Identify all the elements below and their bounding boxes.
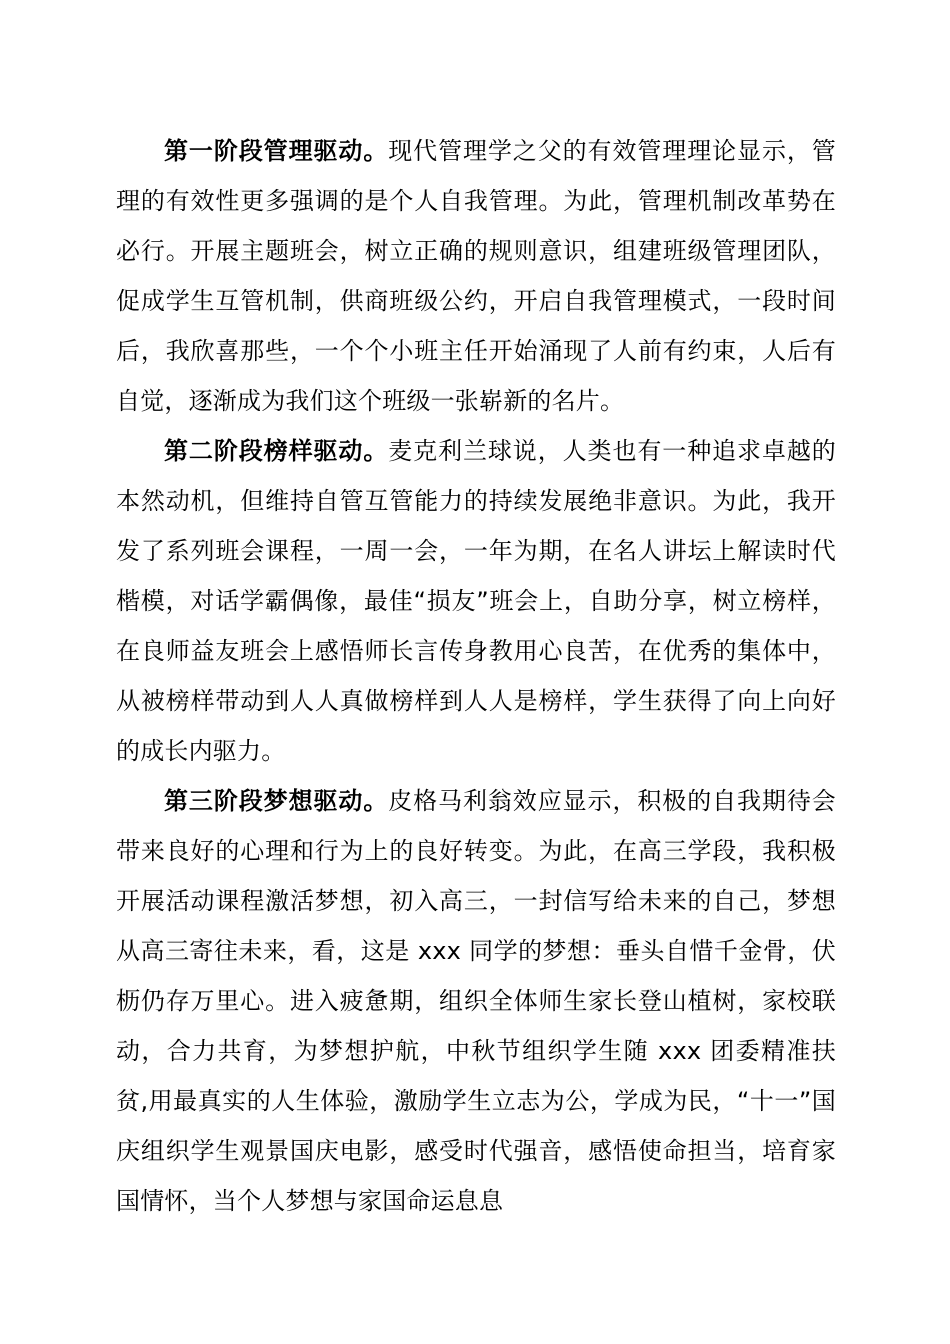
paragraph-heading: 第二阶段榜样驱动。 bbox=[164, 437, 389, 465]
paragraph-heading: 第三阶段梦想驱动。 bbox=[164, 787, 389, 815]
paragraph-body: 皮格马利翁效应显示，积极的自我期待会带来良好的心理和行为上的良好转变。为此，在高三学段，我积极开展活动课程激活梦想，初入高三，一封信写给未来的自己，梦想从高三寄往未来，看，这是 xxx 同学的梦想：垂头自惜千金骨，伏枥仍存万里心。进入疲惫期，组织全体师生家长登山植树，家校联动，合力共育，为梦想护航，中秋节组织学生随 xxx 团委精准扶贫,用最真实的人生体验，激励学生立志为公，学成为民，“十一”国庆组织学生观景国庆电影，感受时代强音，感悟使命担当，培育家国情怀，当个人梦想与家国命运息息 bbox=[116, 787, 836, 1215]
paragraph-body: 麦克利兰球说，人类也有一种追求卓越的本然动机，但维持自管互管能力的持续发展绝非意识。为此，我开发了系列班会课程，一周一会，一年为期，在名人讲坛上解读时代楷模，对话学霸偶像，最佳“损友”班会上，自助分享，树立榜样，在良师益友班会上感悟师长言传身教用心良苦，在优秀的集体中，从被榜样带动到人人真做榜样到人人是榜样，学生获得了向上向好的成长内驱力。 bbox=[116, 437, 836, 765]
paragraph-role-model-drive bbox=[116, 426, 836, 776]
paragraph-heading: 第一阶段管理驱动。 bbox=[164, 137, 389, 165]
paragraph-body: 现代管理学之父的有效管理理论显示，管理的有效性更多强调的是个人自我管理。为此，管理机制改革势在必行。开展主题班会，树立正确的规则意识，组建班级管理团队，促成学生互管机制，供商班级公约，开启自我管理模式，一段时间后，我欣喜那些，一个个小班主任开始涌现了人前有约束，人后有自觉，逐渐成为我们这个班级一张崭新的名片。 bbox=[116, 137, 836, 415]
document-page bbox=[116, 126, 836, 1226]
paragraph-management-drive bbox=[116, 126, 836, 426]
paragraph-dream-drive bbox=[116, 776, 836, 1226]
